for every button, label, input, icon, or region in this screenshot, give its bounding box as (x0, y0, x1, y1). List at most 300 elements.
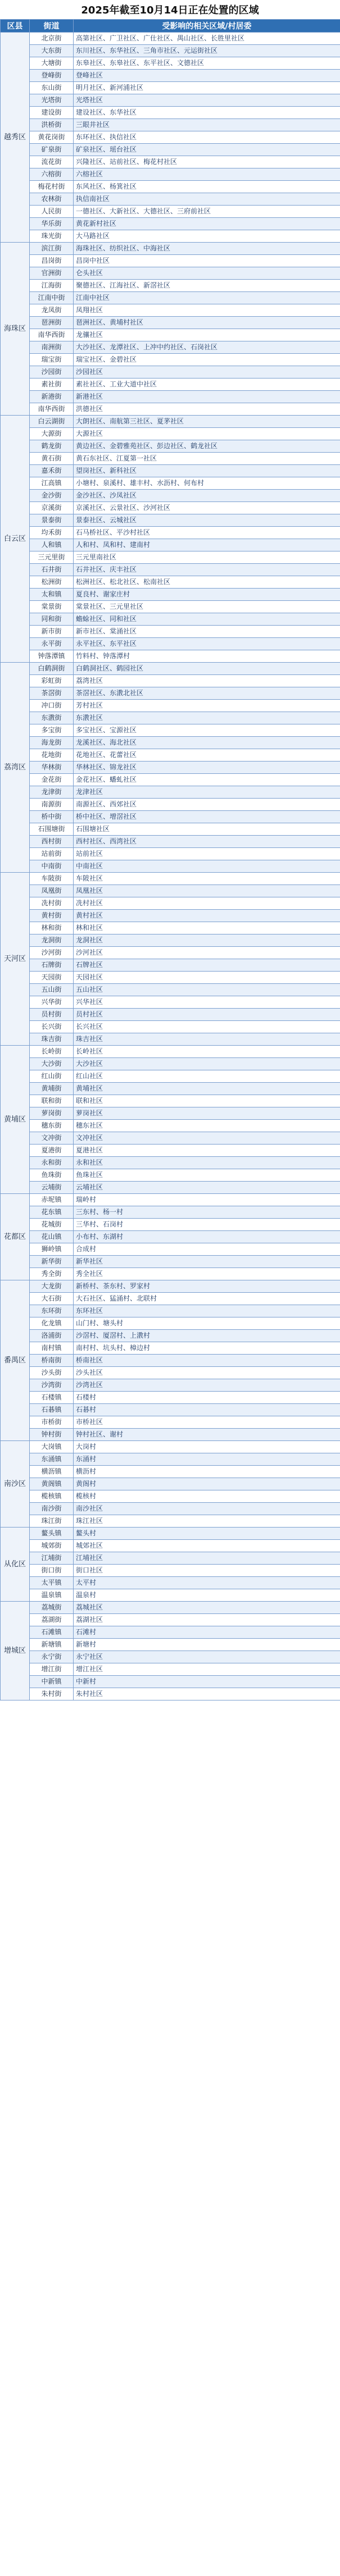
street-cell: 新塘镇 (30, 1639, 74, 1651)
areas-cell: 钟村社区、谢村 (74, 1429, 340, 1441)
street-cell: 南华西街 (30, 329, 74, 341)
district-cell: 增城区 (1, 1602, 30, 1700)
table-row (1, 1589, 340, 1602)
areas-cell: 黄边社区、金碧雅苑社区、彭边社区、鹤龙社区 (74, 440, 340, 453)
areas-cell: 黄石东社区、江夏第一社区 (74, 453, 340, 465)
street-cell: 冼村街 (30, 897, 74, 910)
areas-cell: 云埔社区 (74, 1182, 340, 1194)
street-cell: 大岗镇 (30, 1441, 74, 1453)
areas-cell: 三眼井社区 (74, 119, 340, 131)
table-row (1, 1293, 340, 1305)
areas-cell: 洪德社区 (74, 403, 340, 416)
table-row (1, 193, 340, 206)
table-row (1, 453, 340, 465)
areas-cell: 沙滘村、厦滘村、上漖村 (74, 1330, 340, 1342)
street-cell: 新港街 (30, 391, 74, 403)
table-row (1, 613, 340, 626)
areas-cell: 联和社区 (74, 1095, 340, 1107)
street-cell: 红山街 (30, 1070, 74, 1083)
areas-cell: 东川社区、东华社区、三角市社区、元运街社区 (74, 45, 340, 57)
table-row (1, 1317, 340, 1330)
street-cell: 天园街 (30, 972, 74, 984)
table-row (1, 1243, 340, 1256)
street-cell: 六榕街 (30, 168, 74, 181)
table-row (1, 1478, 340, 1490)
table-row (1, 601, 340, 613)
table-row (1, 712, 340, 724)
table-row (1, 1663, 340, 1676)
table-row (1, 1305, 340, 1317)
areas-cell: 竹料村、钟落潭村 (74, 650, 340, 663)
street-cell: 桥中街 (30, 811, 74, 823)
table-row (1, 626, 340, 638)
header-areas: 受影响的相关区域/村居委 (74, 20, 340, 33)
street-cell: 永宁街 (30, 1651, 74, 1663)
areas-cell: 石马桥社区、平沙村社区 (74, 527, 340, 539)
district-cell: 越秀区 (1, 33, 30, 243)
street-cell: 赤坭镇 (30, 1194, 74, 1206)
street-cell: 凤凰街 (30, 885, 74, 897)
areas-cell: 聚德社区、江海社区、新滘社区 (74, 280, 340, 292)
street-cell: 冲口街 (30, 700, 74, 712)
table-row (1, 144, 340, 156)
table-row (1, 57, 340, 70)
street-cell: 昌岗街 (30, 255, 74, 267)
street-cell: 琶洲街 (30, 317, 74, 329)
street-cell: 东环街 (30, 1305, 74, 1317)
table-row (1, 551, 340, 564)
street-cell: 均禾街 (30, 527, 74, 539)
street-cell: 人民街 (30, 206, 74, 218)
street-cell: 沙园街 (30, 366, 74, 379)
street-cell: 松洲街 (30, 576, 74, 589)
table-row (1, 1009, 340, 1021)
areas-cell: 琶洲社区、黄埔村社区 (74, 317, 340, 329)
table-row (1, 1404, 340, 1416)
table-row (1, 243, 340, 255)
areas-cell: 矿泉社区、瑶台社区 (74, 144, 340, 156)
street-cell: 龙凤街 (30, 304, 74, 317)
table-row (1, 465, 340, 477)
table-row (1, 416, 340, 428)
areas-cell: 车陂社区 (74, 873, 340, 885)
street-cell: 站前街 (30, 848, 74, 860)
table-row (1, 403, 340, 416)
table-row (1, 823, 340, 836)
areas-cell: 石井社区、庆丰社区 (74, 564, 340, 576)
street-cell: 华乐街 (30, 218, 74, 230)
areas-cell: 站前社区 (74, 848, 340, 860)
areas-cell: 光塔社区 (74, 94, 340, 107)
street-cell: 江南中街 (30, 292, 74, 304)
areas-cell: 天园社区 (74, 972, 340, 984)
street-cell: 华林街 (30, 762, 74, 774)
table-row (1, 1453, 340, 1466)
district-cell: 花都区 (1, 1194, 30, 1280)
street-cell: 石滩镇 (30, 1626, 74, 1639)
areas-cell: 人和村、凤和村、建南村 (74, 539, 340, 551)
street-cell: 京溪街 (30, 502, 74, 514)
table-row (1, 650, 340, 663)
areas-cell: 员村社区 (74, 1009, 340, 1021)
street-cell: 南源街 (30, 799, 74, 811)
street-cell: 花东镇 (30, 1206, 74, 1219)
street-cell: 永平街 (30, 638, 74, 650)
areas-cell: 高第社区、广卫社区、广仕社区、禺山社区、长胜里社区 (74, 33, 340, 45)
table-row (1, 1145, 340, 1157)
areas-cell: 白鹤洞社区、鹤园社区 (74, 663, 340, 675)
street-cell: 建设街 (30, 107, 74, 119)
areas-cell: 山门村、塘头村 (74, 1317, 340, 1330)
areas-cell: 秀全社区 (74, 1268, 340, 1280)
street-cell: 鳌头镇 (30, 1528, 74, 1540)
areas-cell: 龙津社区 (74, 786, 340, 799)
street-cell: 文冲街 (30, 1132, 74, 1145)
areas-cell: 西村社区、西湾社区 (74, 836, 340, 848)
table-row (1, 1614, 340, 1626)
street-cell: 东山街 (30, 82, 74, 94)
table-row (1, 1416, 340, 1429)
areas-cell: 永和社区 (74, 1157, 340, 1169)
areas-cell: 桥中社区、增滘社区 (74, 811, 340, 823)
table-row (1, 836, 340, 848)
areas-cell: 榄核村 (74, 1490, 340, 1503)
street-cell: 江海街 (30, 280, 74, 292)
table-row (1, 45, 340, 57)
table-row (1, 1342, 340, 1355)
table-row (1, 255, 340, 267)
areas-cell: 沙湾社区 (74, 1379, 340, 1392)
table-row (1, 1231, 340, 1243)
street-cell: 员村街 (30, 1009, 74, 1021)
street-cell: 化龙镇 (30, 1317, 74, 1330)
street-cell: 石围塘街 (30, 823, 74, 836)
table-row (1, 663, 340, 675)
table-row (1, 1219, 340, 1231)
table-row (1, 1194, 340, 1206)
areas-cell: 兴华社区 (74, 996, 340, 1009)
areas-cell: 望岗社区、新科社区 (74, 465, 340, 477)
street-cell: 农林街 (30, 193, 74, 206)
table-row (1, 910, 340, 922)
table-row (1, 799, 340, 811)
table-row (1, 514, 340, 527)
street-cell: 城郊街 (30, 1540, 74, 1552)
areas-cell: 龙骧社区 (74, 329, 340, 341)
table-row (1, 539, 340, 551)
street-cell: 白鹤洞街 (30, 663, 74, 675)
areas-cell: 龙溪社区、海北社区 (74, 737, 340, 749)
areas-cell: 增江社区 (74, 1663, 340, 1676)
areas-cell: 仑头社区 (74, 267, 340, 280)
table-row (1, 1132, 340, 1145)
table-row (1, 984, 340, 996)
areas-cell: 街口社区 (74, 1565, 340, 1577)
table-row (1, 1182, 340, 1194)
areas-cell: 长兴社区 (74, 1021, 340, 1033)
street-cell: 白云湖街 (30, 416, 74, 428)
street-cell: 官洲街 (30, 267, 74, 280)
areas-cell: 蟾蜍社区、同和社区 (74, 613, 340, 626)
areas-cell: 温泉村 (74, 1589, 340, 1602)
areas-cell: 石滩村 (74, 1626, 340, 1639)
street-cell: 西村街 (30, 836, 74, 848)
street-cell: 太和镇 (30, 589, 74, 601)
header-street: 街道 (30, 20, 74, 33)
street-cell: 嘉禾街 (30, 465, 74, 477)
areas-cell: 珠江社区 (74, 1515, 340, 1528)
street-cell: 大东街 (30, 45, 74, 57)
areas-cell: 中新村 (74, 1676, 340, 1688)
table-row (1, 860, 340, 873)
table-row (1, 1379, 340, 1392)
table-row (1, 1120, 340, 1132)
table-row (1, 972, 340, 984)
table-row (1, 737, 340, 749)
areas-cell: 沙河社区 (74, 947, 340, 959)
table-row (1, 1046, 340, 1058)
table-row (1, 774, 340, 786)
street-cell: 桥南街 (30, 1355, 74, 1367)
table-row (1, 1651, 340, 1663)
areas-cell: 桥南社区 (74, 1355, 340, 1367)
areas-cell: 三元里南社区 (74, 551, 340, 564)
street-cell: 太平镇 (30, 1577, 74, 1589)
street-cell: 萝岗街 (30, 1107, 74, 1120)
table-row (1, 1367, 340, 1379)
table-row (1, 1602, 340, 1614)
district-cell: 天河区 (1, 873, 30, 1046)
street-cell: 珠光街 (30, 230, 74, 243)
areas-cell: 夏港社区 (74, 1145, 340, 1157)
street-cell: 棠景街 (30, 601, 74, 613)
areas-cell: 黄花新村社区 (74, 218, 340, 230)
street-cell: 花城街 (30, 1219, 74, 1231)
street-cell: 新华街 (30, 1256, 74, 1268)
street-cell: 狮岭镇 (30, 1243, 74, 1256)
areas-cell: 大岗村 (74, 1441, 340, 1453)
street-cell: 钟村街 (30, 1429, 74, 1441)
table-row (1, 762, 340, 774)
areas-cell: 新塘村 (74, 1639, 340, 1651)
street-cell: 茶滘街 (30, 687, 74, 700)
areas-cell: 金花社区、蟠虬社区 (74, 774, 340, 786)
table-row (1, 267, 340, 280)
street-cell: 素社街 (30, 379, 74, 391)
areas-cell: 林和社区 (74, 922, 340, 934)
table-row (1, 959, 340, 972)
areas-cell: 瑞宝社区、金碧社区 (74, 354, 340, 366)
street-cell: 江高镇 (30, 477, 74, 490)
table-row (1, 947, 340, 959)
street-cell: 多宝街 (30, 724, 74, 737)
areas-cell: 冼村社区 (74, 897, 340, 910)
areas-cell: 东漖社区 (74, 712, 340, 724)
table-row (1, 341, 340, 354)
table-row (1, 329, 340, 341)
areas-cell: 五山社区 (74, 984, 340, 996)
street-cell: 黄石街 (30, 453, 74, 465)
table-row (1, 70, 340, 82)
street-cell: 同和街 (30, 613, 74, 626)
street-cell: 南华西街 (30, 403, 74, 416)
street-cell: 大塘街 (30, 57, 74, 70)
areas-cell: 海珠社区、纺织社区、中海社区 (74, 243, 340, 255)
areas-cell: 红山社区 (74, 1070, 340, 1083)
street-cell: 江埔街 (30, 1552, 74, 1565)
table-row (1, 1552, 340, 1565)
areas-cell: 多宝社区、宝源社区 (74, 724, 340, 737)
areas-cell: 南沙社区 (74, 1503, 340, 1515)
street-cell: 矿泉街 (30, 144, 74, 156)
areas-cell: 永平社区、东平社区 (74, 638, 340, 650)
header-district: 区县 (1, 20, 30, 33)
table-row (1, 1515, 340, 1528)
street-cell: 石楼镇 (30, 1392, 74, 1404)
areas-cell: 城郊社区 (74, 1540, 340, 1552)
street-cell: 瑞宝街 (30, 354, 74, 366)
areas-cell: 江南中社区 (74, 292, 340, 304)
table-row (1, 1033, 340, 1046)
street-cell: 珠江街 (30, 1515, 74, 1528)
table-row (1, 428, 340, 440)
table-row (1, 490, 340, 502)
street-cell: 龙津街 (30, 786, 74, 799)
table-row (1, 1107, 340, 1120)
street-cell: 荔湖街 (30, 1614, 74, 1626)
areas-cell: 大沙社区 (74, 1058, 340, 1070)
street-cell: 夏港街 (30, 1145, 74, 1157)
street-cell: 东涌镇 (30, 1453, 74, 1466)
areas-cell: 凤凰社区 (74, 885, 340, 897)
areas-cell: 昌岗中社区 (74, 255, 340, 267)
areas-cell: 景泰社区、云城社区 (74, 514, 340, 527)
street-cell: 石牌街 (30, 959, 74, 972)
areas-cell: 萝岗社区 (74, 1107, 340, 1120)
street-cell: 沙头街 (30, 1367, 74, 1379)
district-cell: 从化区 (1, 1528, 30, 1602)
areas-cell: 黄阁村 (74, 1478, 340, 1490)
table-row (1, 1441, 340, 1453)
areas-cell: 新市社区、棠涌社区 (74, 626, 340, 638)
areas-cell: 华林社区、锦龙社区 (74, 762, 340, 774)
areas-cell: 新华社区 (74, 1256, 340, 1268)
table-row (1, 724, 340, 737)
table-row (1, 1577, 340, 1589)
table-row (1, 131, 340, 144)
areas-cell: 一德社区、大新社区、大德社区、三府前社区 (74, 206, 340, 218)
areas-cell: 大马路社区 (74, 230, 340, 243)
areas-cell: 东风社区、杨箕社区 (74, 181, 340, 193)
table-row (1, 996, 340, 1009)
street-cell: 黄村街 (30, 910, 74, 922)
page-title: 2025年截至10月14日正在处置的区域 (81, 4, 259, 16)
table-row (1, 304, 340, 317)
table-row (1, 1070, 340, 1083)
street-cell: 车陂街 (30, 873, 74, 885)
street-cell: 大龙街 (30, 1280, 74, 1293)
street-cell: 街口街 (30, 1565, 74, 1577)
areas-cell: 三东村、杨一村 (74, 1206, 340, 1219)
street-cell: 北京街 (30, 33, 74, 45)
table-body (1, 33, 340, 1700)
district-cell: 黄埔区 (1, 1046, 30, 1194)
areas-cell: 东皋社区、东皋社区、东平社区、文德社区 (74, 57, 340, 70)
table-row (1, 1268, 340, 1280)
table-row (1, 1157, 340, 1169)
street-cell: 三元里街 (30, 551, 74, 564)
areas-cell: 荔城社区 (74, 1602, 340, 1614)
areas-cell: 大沙社区、龙潭社区、上冲中约社区、石岗社区 (74, 341, 340, 354)
street-cell: 兴华街 (30, 996, 74, 1009)
areas-cell: 龙洞社区 (74, 934, 340, 947)
table-row (1, 502, 340, 514)
street-cell: 海龙街 (30, 737, 74, 749)
street-cell: 新市街 (30, 626, 74, 638)
areas-cell: 黄村社区 (74, 910, 340, 922)
table-row (1, 206, 340, 218)
areas-cell: 石碁村 (74, 1404, 340, 1416)
street-cell: 鱼珠街 (30, 1169, 74, 1182)
street-cell: 黄埔街 (30, 1083, 74, 1095)
street-cell: 大沙街 (30, 1058, 74, 1070)
table-row (1, 1565, 340, 1577)
street-cell: 温泉镇 (30, 1589, 74, 1602)
areas-cell: 市桥社区 (74, 1416, 340, 1429)
table-row (1, 33, 340, 45)
areas-cell: 建设社区、东华社区 (74, 107, 340, 119)
areas-cell: 中南社区 (74, 860, 340, 873)
table-row (1, 107, 340, 119)
table-row (1, 168, 340, 181)
areas-cell: 凤翔社区 (74, 304, 340, 317)
table-row (1, 1429, 340, 1441)
table-row (1, 811, 340, 823)
table-row (1, 1083, 340, 1095)
table-header (1, 20, 340, 33)
areas-cell: 文冲社区 (74, 1132, 340, 1145)
street-cell: 沙湾街 (30, 1379, 74, 1392)
areas-cell: 素社社区、工业大道中社区 (74, 379, 340, 391)
table-row (1, 94, 340, 107)
table-row (1, 1466, 340, 1478)
table-row (1, 848, 340, 860)
street-cell: 登峰街 (30, 70, 74, 82)
table-row (1, 82, 340, 94)
street-cell: 洪桥街 (30, 119, 74, 131)
areas-cell: 合成村 (74, 1243, 340, 1256)
street-cell: 联和街 (30, 1095, 74, 1107)
table-row (1, 576, 340, 589)
areas-cell: 六榕社区 (74, 168, 340, 181)
street-cell: 黄阁镇 (30, 1478, 74, 1490)
areas-cell: 沙头社区 (74, 1367, 340, 1379)
street-cell: 金花街 (30, 774, 74, 786)
table-row (1, 1528, 340, 1540)
areas-cell: 执信南社区 (74, 193, 340, 206)
table-row (1, 1626, 340, 1639)
areas-cell: 横沥村 (74, 1466, 340, 1478)
street-cell: 五山街 (30, 984, 74, 996)
table-row (1, 1280, 340, 1293)
table-row (1, 354, 340, 366)
areas-table (0, 19, 340, 1700)
table-row (1, 1330, 340, 1342)
table-row (1, 1058, 340, 1070)
areas-cell: 长岭社区 (74, 1046, 340, 1058)
table-row (1, 1676, 340, 1688)
areas-cell: 大石社区、猛涌村、北联村 (74, 1293, 340, 1305)
